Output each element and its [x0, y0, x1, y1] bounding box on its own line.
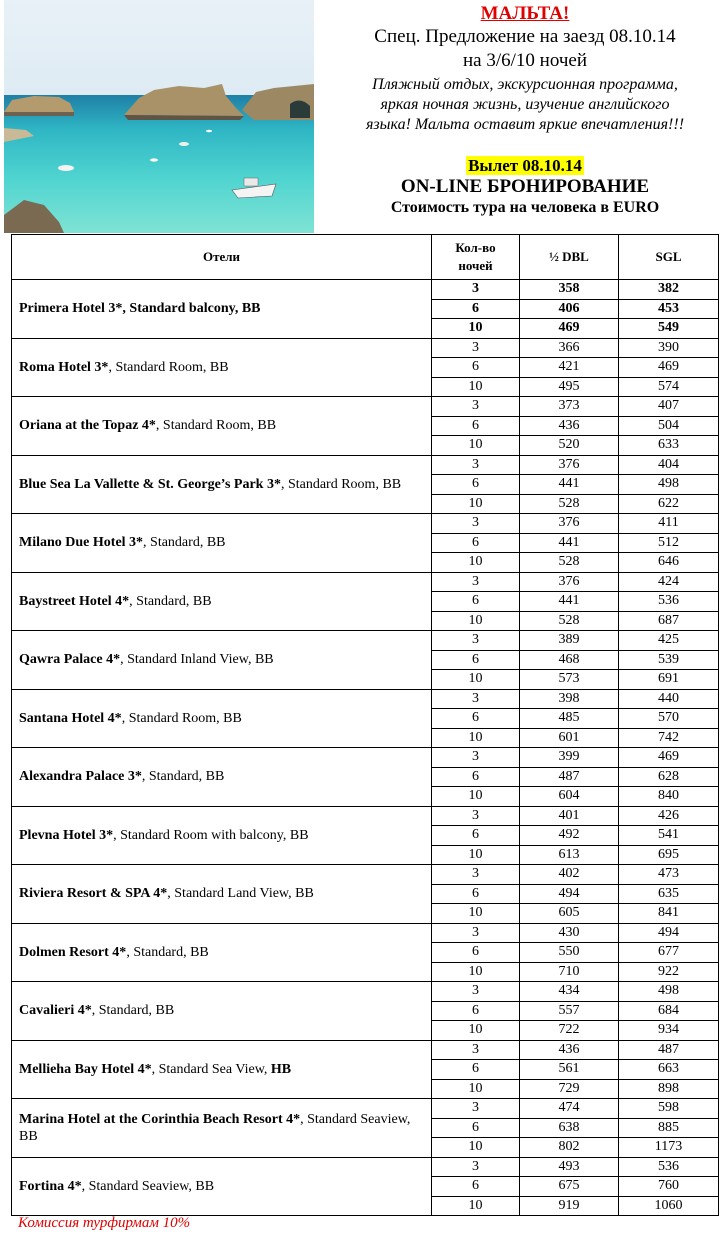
table-row: [12, 572, 719, 592]
dbl-cell: 492: [520, 826, 619, 846]
sgl-cell: 922: [619, 962, 719, 982]
nights-cell: 10: [432, 845, 520, 865]
dbl-cell: 557: [520, 1001, 619, 1021]
sgl-cell: 512: [619, 533, 719, 553]
malta-lagoon-photo: [4, 0, 314, 233]
sgl-cell: 742: [619, 728, 719, 748]
sgl-cell: 570: [619, 709, 719, 729]
dbl-cell: 520: [520, 436, 619, 456]
dbl-cell: 434: [520, 982, 619, 1002]
hotel-name: Blue Sea La Vallette & St. George’s Park 3*: [19, 476, 281, 492]
hotel-name-cell: [12, 572, 432, 631]
sgl-cell: 687: [619, 611, 719, 631]
sgl-cell: 536: [619, 592, 719, 612]
hotel-name: Baystreet Hotel 4*: [19, 593, 130, 609]
nights-cell: 10: [432, 494, 520, 514]
sgl-cell: 1173: [619, 1138, 719, 1158]
sgl-cell: 498: [619, 982, 719, 1002]
nights-cell: 10: [432, 728, 520, 748]
header-hotels: Отели: [12, 235, 432, 280]
nights-cell: 6: [432, 884, 520, 904]
dbl-cell: 487: [520, 767, 619, 787]
nights-cell: 6: [432, 826, 520, 846]
room-type: , Standard Land View, BB: [167, 886, 314, 902]
departure-highlight: Вылет 08.10.14: [468, 156, 582, 175]
dbl-cell: 436: [520, 1040, 619, 1060]
sgl-cell: 504: [619, 416, 719, 436]
sgl-cell: 841: [619, 904, 719, 924]
dbl-cell: 366: [520, 338, 619, 358]
hotel-name: Oriana at the Topaz 4*: [19, 418, 156, 434]
nights-cell: 6: [432, 533, 520, 553]
sgl-cell: 469: [619, 358, 719, 378]
dbl-cell: 441: [520, 475, 619, 495]
nights-cell: 3: [432, 689, 520, 709]
sgl-cell: 760: [619, 1177, 719, 1197]
promo-line: языка! Мальта оставит яркие впечатления!!!: [365, 116, 685, 133]
nights-cell: 6: [432, 1118, 520, 1138]
hotel-name: Mellieha Bay Hotel 4*: [19, 1061, 152, 1077]
table-row: [12, 397, 719, 417]
nights-cell: 10: [432, 787, 520, 807]
dbl-cell: 613: [520, 845, 619, 865]
dbl-cell: 495: [520, 377, 619, 397]
dbl-cell: 389: [520, 631, 619, 651]
dbl-cell: 493: [520, 1157, 619, 1177]
dbl-cell: 358: [520, 280, 619, 300]
room-type: , Standard Seaview, BB: [81, 1178, 215, 1194]
dbl-cell: 573: [520, 670, 619, 690]
hotel-name-cell: [12, 280, 432, 339]
table-row: [12, 748, 719, 768]
nights-cell: 6: [432, 1060, 520, 1080]
table-row: [12, 1040, 719, 1060]
nights-cell: 3: [432, 455, 520, 475]
hotel-name-cell: [12, 631, 432, 690]
dbl-cell: 436: [520, 416, 619, 436]
sgl-cell: 541: [619, 826, 719, 846]
table-row: [12, 982, 719, 1002]
sgl-cell: 691: [619, 670, 719, 690]
price-table-body: [12, 280, 719, 1216]
dbl-cell: 468: [520, 650, 619, 670]
hotel-name-cell: [12, 806, 432, 865]
table-row: [12, 689, 719, 709]
nights-cell: 6: [432, 416, 520, 436]
hotel-name: Riviera Resort & SPA 4*: [19, 886, 168, 902]
cost-note: Стоимость тура на человека в EURO: [390, 199, 660, 216]
table-row: [12, 514, 719, 534]
nights-cell: 6: [432, 299, 520, 319]
dbl-cell: 722: [520, 1021, 619, 1041]
nights-cell: 3: [432, 748, 520, 768]
nights-cell: 10: [432, 377, 520, 397]
nights-cell: 10: [432, 962, 520, 982]
nights-cell: 3: [432, 631, 520, 651]
hotel-name: Qawra Palace 4*: [19, 652, 121, 668]
sgl-cell: 407: [619, 397, 719, 417]
room-type: , Standard Room, BB: [280, 476, 402, 492]
nights-cell: 6: [432, 592, 520, 612]
sgl-cell: 494: [619, 923, 719, 943]
table-header-row: [12, 235, 719, 280]
dbl-cell: 376: [520, 455, 619, 475]
dbl-cell: 528: [520, 553, 619, 573]
table-row: [12, 1099, 719, 1119]
table-row: [12, 923, 719, 943]
dbl-cell: 376: [520, 514, 619, 534]
hotel-name: Cavalieri 4*: [19, 1003, 92, 1019]
nights-cell: 3: [432, 806, 520, 826]
table-row: [12, 455, 719, 475]
sgl-cell: 549: [619, 319, 719, 339]
commission-note: Комиссия турфирмам 10%: [18, 1215, 191, 1231]
nights-cell: 6: [432, 709, 520, 729]
nights-cell: 3: [432, 397, 520, 417]
sgl-cell: 411: [619, 514, 719, 534]
hotel-name-cell: [12, 1157, 432, 1216]
sgl-cell: 646: [619, 553, 719, 573]
room-type: , Standard, BB: [126, 944, 209, 960]
dbl-cell: 485: [520, 709, 619, 729]
room-type: , Standard Seaview, BB: [19, 1111, 411, 1144]
hotel-name: Plevna Hotel 3*: [19, 827, 114, 843]
nights-cell: 6: [432, 650, 520, 670]
hotel-name-cell: [12, 514, 432, 573]
dbl-cell: 561: [520, 1060, 619, 1080]
nights-cell: 6: [432, 475, 520, 495]
nights-cell: 3: [432, 514, 520, 534]
sgl-cell: 498: [619, 475, 719, 495]
sgl-cell: 633: [619, 436, 719, 456]
sgl-cell: 635: [619, 884, 719, 904]
hotel-name-cell: [12, 455, 432, 514]
room-type: , Standard, BB: [141, 769, 225, 785]
hotel-name-cell: [12, 689, 432, 748]
hotel-name: Primera Hotel 3*: [19, 301, 123, 317]
sgl-cell: 404: [619, 455, 719, 475]
departure-date: [325, 155, 725, 176]
sgl-cell: 487: [619, 1040, 719, 1060]
sgl-cell: 390: [619, 338, 719, 358]
dbl-cell: 550: [520, 943, 619, 963]
table-row: [12, 1157, 719, 1177]
promo-line: Пляжный отдых, экскурсионная программа,: [372, 76, 678, 93]
nights-cell: 10: [432, 1196, 520, 1216]
nights-cell: 6: [432, 767, 520, 787]
dbl-cell: 638: [520, 1118, 619, 1138]
nights-cell: 3: [432, 982, 520, 1002]
room-type: , Standard Room, BB: [155, 418, 277, 434]
sgl-cell: 536: [619, 1157, 719, 1177]
dbl-cell: 373: [520, 397, 619, 417]
nights-cell: 10: [432, 670, 520, 690]
dbl-cell: 406: [520, 299, 619, 319]
sgl-cell: 898: [619, 1079, 719, 1099]
nights-cell: 10: [432, 904, 520, 924]
dbl-cell: 469: [520, 319, 619, 339]
room-type: , Standard Inland View, BB: [120, 652, 274, 668]
nights-cell: 10: [432, 319, 520, 339]
sgl-cell: 695: [619, 845, 719, 865]
nights-cell: 3: [432, 923, 520, 943]
table-row: [12, 865, 719, 885]
hotel-name-cell: [12, 1040, 432, 1099]
nights-cell: 6: [432, 1001, 520, 1021]
nights-cell: 3: [432, 1157, 520, 1177]
hotel-name: Alexandra Palace 3*: [19, 769, 142, 785]
hotel-name: Roma Hotel 3*: [19, 359, 109, 375]
sgl-cell: 677: [619, 943, 719, 963]
dbl-cell: 710: [520, 962, 619, 982]
page-title: МАЛЬТА!: [480, 3, 570, 24]
sgl-cell: 424: [619, 572, 719, 592]
hotel-name: Marina Hotel at the Corinthia Beach Resort 4*: [19, 1111, 301, 1127]
hotel-name-cell: [12, 397, 432, 456]
header-dbl: ½ DBL: [520, 235, 619, 280]
table-row: [12, 338, 719, 358]
nights-cell: 10: [432, 553, 520, 573]
sgl-cell: 684: [619, 1001, 719, 1021]
nights-cell: 10: [432, 1138, 520, 1158]
sgl-cell: 934: [619, 1021, 719, 1041]
nights-cell: 3: [432, 338, 520, 358]
nights-cell: 3: [432, 1040, 520, 1060]
sgl-cell: 840: [619, 787, 719, 807]
nights-cell: 6: [432, 943, 520, 963]
room-type: , Standard Sea View,: [151, 1061, 271, 1077]
room-type: , Standard Room, BB: [108, 359, 229, 375]
room-type: , Standard balcony, BB: [122, 301, 261, 317]
table-row: [12, 806, 719, 826]
sgl-cell: 453: [619, 299, 719, 319]
offer-line-2: на 3/6/10 ночей: [463, 50, 587, 71]
dbl-cell: 376: [520, 572, 619, 592]
promo-text: [325, 75, 725, 135]
hotel-name-cell: [12, 338, 432, 397]
dbl-cell: 402: [520, 865, 619, 885]
sgl-cell: 469: [619, 748, 719, 768]
hotel-name-cell: [12, 923, 432, 982]
sgl-cell: 539: [619, 650, 719, 670]
nights-cell: 3: [432, 572, 520, 592]
dbl-cell: 729: [520, 1079, 619, 1099]
dbl-cell: 494: [520, 884, 619, 904]
nights-cell: 3: [432, 865, 520, 885]
room-type: , Standard, BB: [91, 1003, 175, 1019]
sgl-cell: 663: [619, 1060, 719, 1080]
hotel-name: Fortina 4*: [19, 1178, 82, 1194]
hotel-name: Santana Hotel 4*: [19, 710, 122, 726]
nights-cell: 6: [432, 358, 520, 378]
board-type: HB: [270, 1061, 292, 1077]
dbl-cell: 528: [520, 611, 619, 631]
room-type: , Standard Room, BB: [121, 710, 242, 726]
header-nights: Кол-во ночей: [432, 235, 520, 280]
dbl-cell: 401: [520, 806, 619, 826]
nights-cell: 10: [432, 611, 520, 631]
dbl-cell: 430: [520, 923, 619, 943]
room-type: , Standard, BB: [143, 535, 226, 551]
room-type: , Standard Room with balcony, BB: [113, 827, 309, 843]
room-type: , Standard, BB: [129, 593, 212, 609]
table-row: [12, 280, 719, 300]
nights-cell: 3: [432, 280, 520, 300]
dbl-cell: 919: [520, 1196, 619, 1216]
sgl-cell: 574: [619, 377, 719, 397]
dbl-cell: 605: [520, 904, 619, 924]
hotel-name: Dolmen Resort 4*: [19, 944, 127, 960]
nights-cell: 10: [432, 1079, 520, 1099]
offer-line-1: Спец. Предложение на заезд 08.10.14: [374, 26, 676, 47]
dbl-cell: 601: [520, 728, 619, 748]
sgl-cell: 1060: [619, 1196, 719, 1216]
table-row: [12, 631, 719, 651]
sgl-cell: 628: [619, 767, 719, 787]
sgl-cell: 622: [619, 494, 719, 514]
dbl-cell: 528: [520, 494, 619, 514]
sgl-cell: 382: [619, 280, 719, 300]
sgl-cell: 425: [619, 631, 719, 651]
sgl-cell: 440: [619, 689, 719, 709]
dbl-cell: 441: [520, 592, 619, 612]
dbl-cell: 399: [520, 748, 619, 768]
nights-cell: 10: [432, 436, 520, 456]
online-booking-heading: ON-LINE БРОНИРОВАНИЕ: [400, 176, 650, 197]
offer-header: [325, 0, 725, 218]
sgl-cell: 473: [619, 865, 719, 885]
hotel-name-cell: [12, 1099, 432, 1158]
nights-cell: 6: [432, 1177, 520, 1197]
hotel-name-cell: [12, 982, 432, 1041]
price-table: [11, 234, 719, 1216]
promo-line: яркая ночная жизнь, изучение английского: [380, 96, 670, 113]
nights-cell: 10: [432, 1021, 520, 1041]
hotel-name-cell: [12, 748, 432, 807]
sgl-cell: 598: [619, 1099, 719, 1119]
dbl-cell: 421: [520, 358, 619, 378]
header-sgl: SGL: [619, 235, 719, 280]
nights-cell: 3: [432, 1099, 520, 1119]
hotel-name: Milano Due Hotel 3*: [19, 535, 144, 551]
dbl-cell: 441: [520, 533, 619, 553]
hotel-name-cell: [12, 865, 432, 924]
dbl-cell: 398: [520, 689, 619, 709]
dbl-cell: 802: [520, 1138, 619, 1158]
dbl-cell: 604: [520, 787, 619, 807]
dbl-cell: 675: [520, 1177, 619, 1197]
dbl-cell: 474: [520, 1099, 619, 1119]
sgl-cell: 885: [619, 1118, 719, 1138]
sgl-cell: 426: [619, 806, 719, 826]
